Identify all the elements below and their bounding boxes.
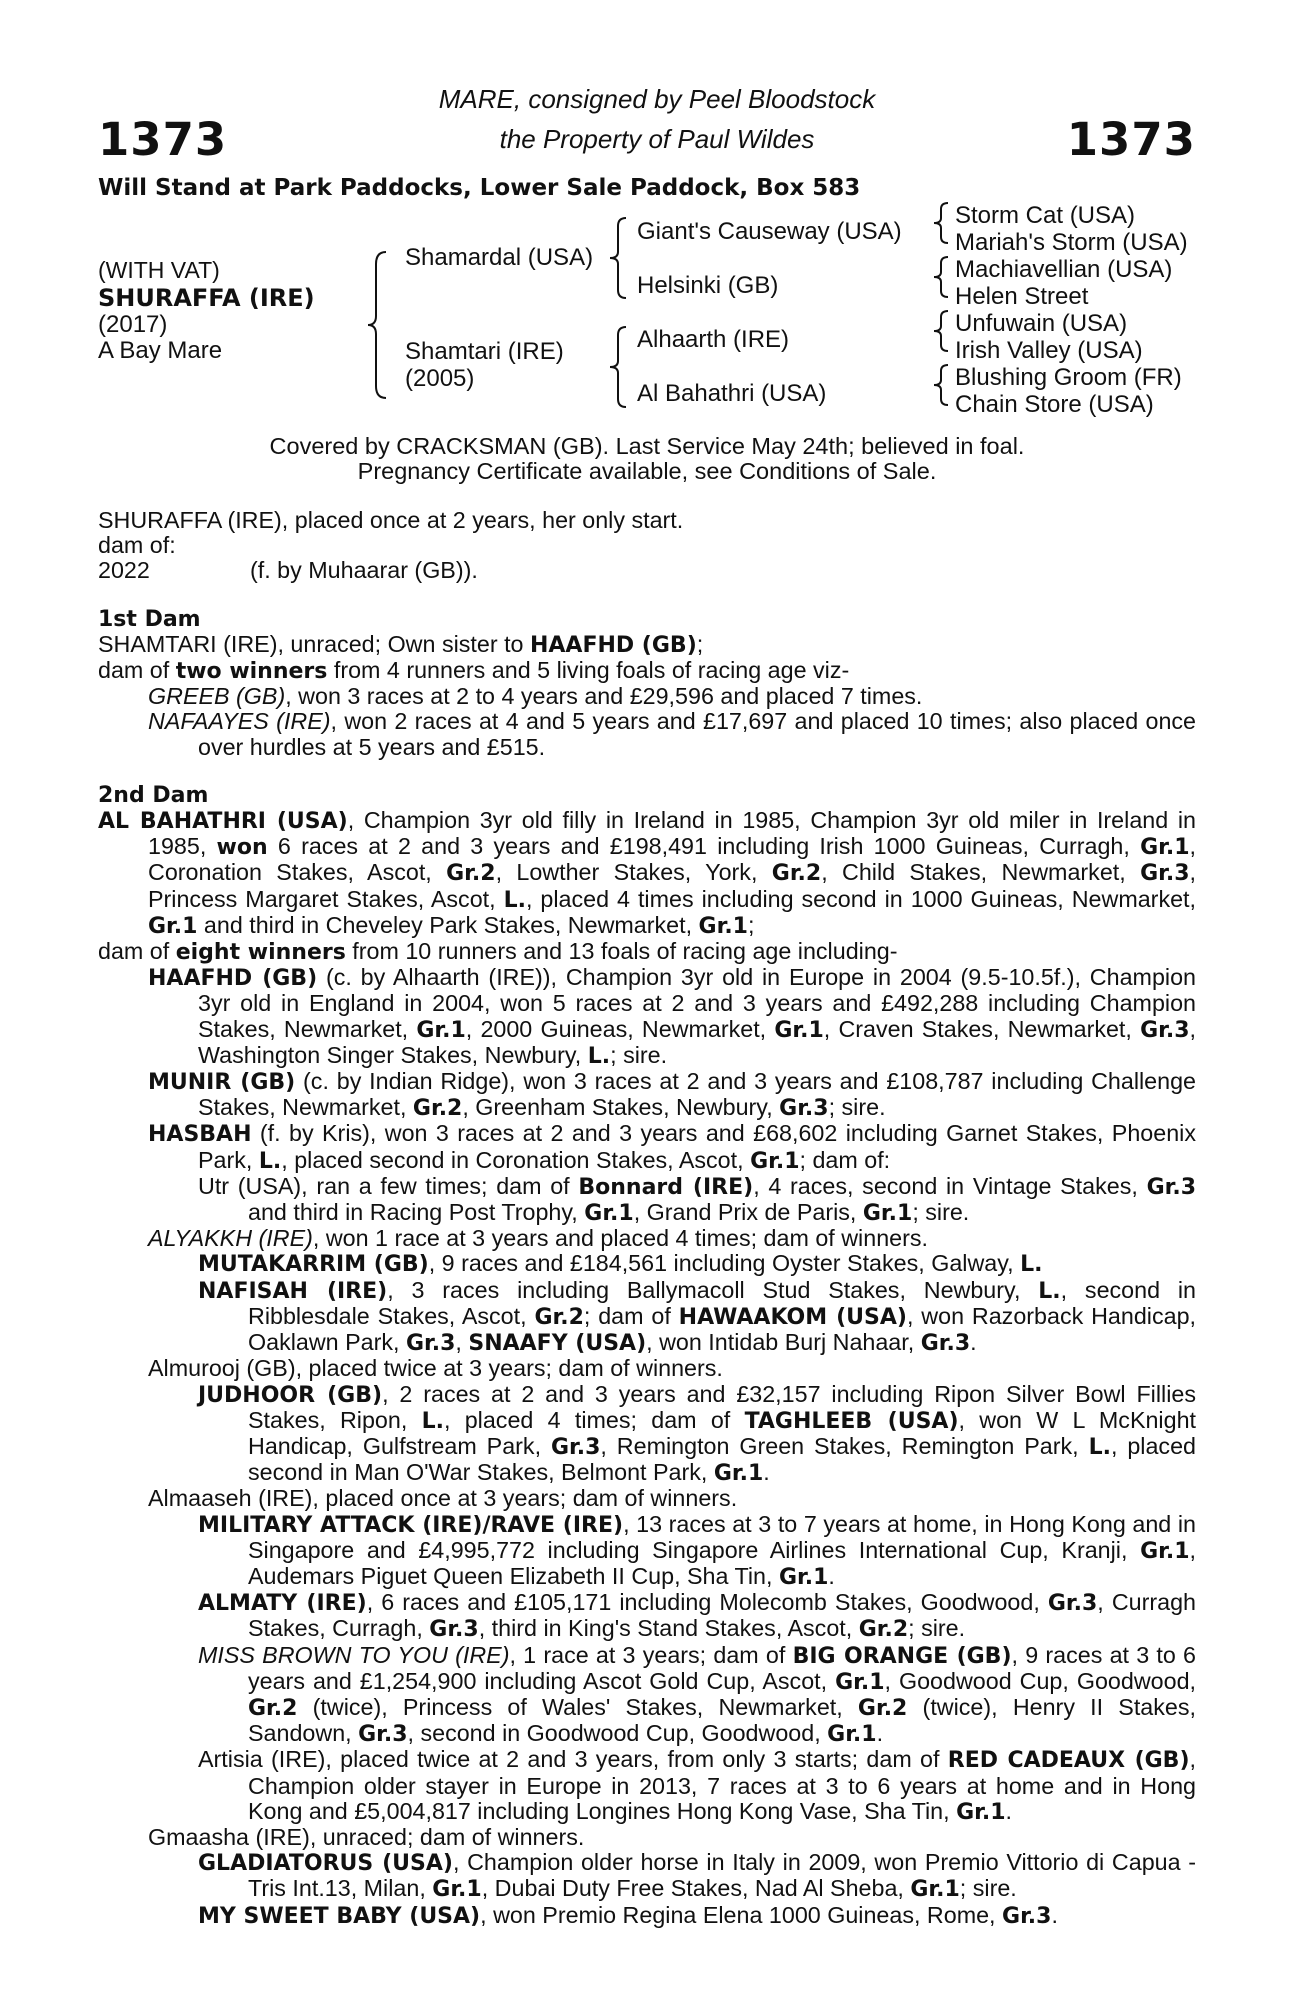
lot-number-right: 1373 <box>1066 113 1196 166</box>
pedigree-sire: Shamardal (USA) <box>405 244 594 271</box>
dam-of-label: dam of: <box>98 532 176 559</box>
horse-name: SHURAFFA (IRE) <box>98 284 315 312</box>
first-dam-damof-a: dam of <box>98 657 176 684</box>
pedigree-sds: Machiavellian (USA) <box>955 256 1173 283</box>
pedigree-dam-dam: Al Bahathri (USA) <box>637 380 827 407</box>
military-attack-entry: MILITARY ATTACK (IRE)/RAVE (IRE), 13 races at 3 to 7 years at home, in Hong Kong and in Singapore and £4,995,772 including Singapore Airlines International Cup, Kranji, Gr.1, Audemars Piguet Queen Elizabeth II Cup, Sha Tin, Gr.1. <box>198 1510 1196 1590</box>
nafaayes-rest: , won 2 races at 4 and 5 years and £17,697 and placed 10 times; also placed once over hurdles at 5 years and £515. <box>198 708 1197 760</box>
location-line: Will Stand at Park Paddocks, Lower Sale Paddock, Box 583 <box>98 175 861 201</box>
pedigree-ssd: Mariah's Storm (USA) <box>955 229 1188 256</box>
greeb-name: GREEB (GB) <box>148 683 286 710</box>
utr-entry: Utr (USA), ran a few times; dam of Bonnard (IRE), 4 races, second in Vintage Stakes, Gr.3 and third in Racing Post Trophy, Gr.1, Grand Prix de Paris, Gr.1; sire. <box>198 1172 1196 1227</box>
pedigree-brace-sire <box>608 216 630 300</box>
pedigree-dam-sire: Alhaarth (IRE) <box>637 326 790 353</box>
progeny-desc: (f. by Muhaarar (GB)). <box>250 557 478 584</box>
second-dam-body <box>98 808 1196 1929</box>
nafaayes-name: NAFAAYES (IRE) <box>148 708 331 735</box>
pedigree-brace-main <box>366 250 390 400</box>
lot-number-left: 1373 <box>98 113 228 166</box>
pedigree-dds: Blushing Groom (FR) <box>955 364 1182 391</box>
nafisah-entry: NAFISAH (IRE), 3 races including Ballymacoll Stud Stakes, Newbury, L., second in Ribblesdale Stakes, Ascot, Gr.2; dam of HAWAAKOM (USA), won Razorback Handicap, Oaklawn Park, Gr.3, SNAAFY (USA), won Intidab Burj Nahaar, Gr.3. <box>198 1276 1197 1357</box>
pedigree-brace-dam <box>608 325 630 409</box>
my-sweet-baby-entry: MY SWEET BABY (USA), won Premio Regina Elena 1000 Guineas, Rome, Gr.3. <box>198 1901 1058 1929</box>
pedigree-brace-ss <box>932 201 952 245</box>
pedigree-ddd: Chain Store (USA) <box>955 391 1154 418</box>
first-dam-produce-line <box>98 658 1196 684</box>
first-dam-damof-b: from 4 runners and 5 living foals of racing age viz- <box>327 657 850 684</box>
second-dam-heading: 2nd Dam <box>98 782 209 808</box>
pedigree-sire-dam: Helsinki (GB) <box>637 272 779 299</box>
pedigree-dss: Unfuwain (USA) <box>955 310 1128 337</box>
alyakkh-entry: ALYAKKH (IRE), won 1 race at 3 years and placed 4 times; dam of winners. <box>148 1225 928 1252</box>
first-dam-sister: HAAFHD (GB) <box>529 632 697 658</box>
first-dam-desc-a: , unraced; Own sister to <box>277 630 530 657</box>
covering-line-1: Covered by CRACKSMAN (GB). Last Service May 24th; believed in foal. <box>269 433 1025 459</box>
property-line: the Property of Paul Wildes <box>499 124 815 154</box>
haafhd-entry: HAAFHD (GB) (c. by Alhaarth (IRE)), Champion 3yr old in Europe in 2004 (9.5-10.5f.), Champion 3yr old in England in 2004, won 5 races at 2 and 3 years and £492,288 including Champion Stakes, Newmarket, Gr.1, 2000 Guineas, Newmarket, Gr.1, Craven Stakes, Newmarket, Gr.3, Washington Singer Stakes, Newbury, L.; sire. <box>148 964 1196 1069</box>
pedigree-brace-dd <box>932 363 952 407</box>
almurooj-entry: Almurooj (GB), placed twice at 3 years; dam of winners. <box>148 1355 723 1382</box>
al-bahathri-entry: AL BAHATHRI (USA), Champion 3yr old filly in Ireland in 1985, Champion 3yr old miler in Ireland in 1985, won 6 races at 2 and 3 years and £198,491 including Irish 1000 Guineas, Curragh, Gr.1, Coronation Stakes, Ascot, Gr.2, Lowther Stakes, York, Gr.2, Child Stakes, Newmarket, Gr.3, Princess Margaret Stakes, Ascot, L., placed 4 times including second in 1000 Guineas, Newmarket, Gr.1 and third in Cheveley Park Stakes, Newmarket, Gr.1; <box>98 807 1196 939</box>
pedigree-brace-sd <box>932 255 952 299</box>
catalogue-body <box>98 508 1196 1929</box>
vat-label: (WITH VAT) <box>98 257 220 283</box>
pedigree-sdd: Helen Street <box>955 283 1089 310</box>
horse-description: A Bay Mare <box>98 337 223 364</box>
mutakarrim-entry: MUTAKARRIM (GB), 9 races and £184,561 including Oyster Stakes, Galway, L. <box>198 1250 1043 1278</box>
artisia-entry: Artisia (IRE), placed twice at 2 and 3 years, from only 3 starts; dam of RED CADEAUX (GB), Champion older stayer in Europe in 2013, 7 races at 3 to 6 years at home and in Hong Kong and £5,004,817 including Longines Hong Kong Vase, Sha Tin, Gr.1. <box>198 1746 1196 1825</box>
gladiatorus-entry: GLADIATORUS (USA), Champion older horse in Italy in 2009, won Premio Vittorio di Capua - Tris Int.13, Milan, Gr.1, Dubai Duty Free Stakes, Nad Al Sheba, Gr.1; sire. <box>198 1849 1197 1903</box>
first-dam-heading: 1st Dam <box>98 606 201 632</box>
judhoor-entry: JUDHOOR (GB), 2 races at 2 and 3 years and £32,157 including Ripon Silver Bowl Fillies Stakes, Ripon, L., placed 4 times; dam of TAGHLEEB (USA), won W L McKnight Handicap, Gulfstream Park, Gr.3, Remington Green Stakes, Remington Park, L., placed second in Man O'War Stakes, Belmont Park, Gr.1. <box>198 1380 1196 1487</box>
pedigree-dsd: Irish Valley (USA) <box>955 337 1143 364</box>
pedigree-dam-year: (2005) <box>405 365 475 392</box>
horse-year: (2017) <box>98 311 168 338</box>
first-dam-name: SHAMTARI (IRE) <box>98 630 278 657</box>
pedigree-sss: Storm Cat (USA) <box>955 202 1136 229</box>
greeb-rest: , won 3 races at 2 to 4 years and £29,596 and placed 7 times. <box>285 683 923 710</box>
first-dam-line <box>98 632 1196 658</box>
consignor-line: MARE, consigned by Peel Bloodstock <box>438 84 876 114</box>
first-dam-damof-bold: two winners <box>175 659 328 685</box>
gmaasha-entry: Gmaasha (IRE), unraced; dam of winners. <box>148 1823 585 1850</box>
miss-brown-entry: MISS BROWN TO YOU (IRE), 1 race at 3 years; dam of BIG ORANGE (GB), 9 races at 3 to 6 years and £1,254,900 including Ascot Gold Cup, Ascot, Gr.1, Goodwood Cup, Goodwood, Gr.2 (twice), Princess of Wales' Stakes, Newmarket, Gr.2 (twice), Henry II Stakes, Sandown, Gr.3, second in Goodwood Cup, Goodwood, Gr.1. <box>198 1641 1197 1748</box>
greeb-entry <box>148 683 1196 710</box>
progeny-year: 2022 <box>98 557 150 584</box>
covering-line-2: Pregnancy Certificate available, see Conditions of Sale. <box>357 458 937 484</box>
progeny-line <box>98 558 1196 583</box>
pedigree-sire-sire: Giant's Causeway (USA) <box>637 218 902 245</box>
al-bahathri-produce: dam of eight winners from 10 runners and 13 foals of racing age including- <box>98 938 898 966</box>
first-dam-desc-b: ; <box>696 630 704 657</box>
pedigree-brace-ds <box>932 309 952 353</box>
almaaseh-entry: Almaaseh (IRE), placed once at 3 years; dam of winners. <box>148 1485 738 1512</box>
pedigree-dam: Shamtari (IRE) <box>405 338 564 365</box>
munir-entry: MUNIR (GB) (c. by Indian Ridge), won 3 races at 2 and 3 years and £108,787 including Challenge Stakes, Newmarket, Gr.2, Greenham Stakes, Newbury, Gr.3; sire. <box>148 1068 1196 1122</box>
hasbah-entry: HASBAH (f. by Kris), won 3 races at 2 and 3 years and £68,602 including Garnet Stakes, Phoenix Park, L., placed second in Coronation Stakes, Ascot, Gr.1; dam of: <box>148 1120 1196 1174</box>
nafaayes-entry <box>148 708 1197 760</box>
almaty-entry: ALMATY (IRE), 6 races and £105,171 including Molecomb Stakes, Goodwood, Gr.3, Curragh Stakes, Curragh, Gr.3, third in King's Stand Stakes, Ascot, Gr.2; sire. <box>198 1589 1196 1643</box>
record-line: SHURAFFA (IRE), placed once at 2 years, her only start. <box>98 507 684 533</box>
